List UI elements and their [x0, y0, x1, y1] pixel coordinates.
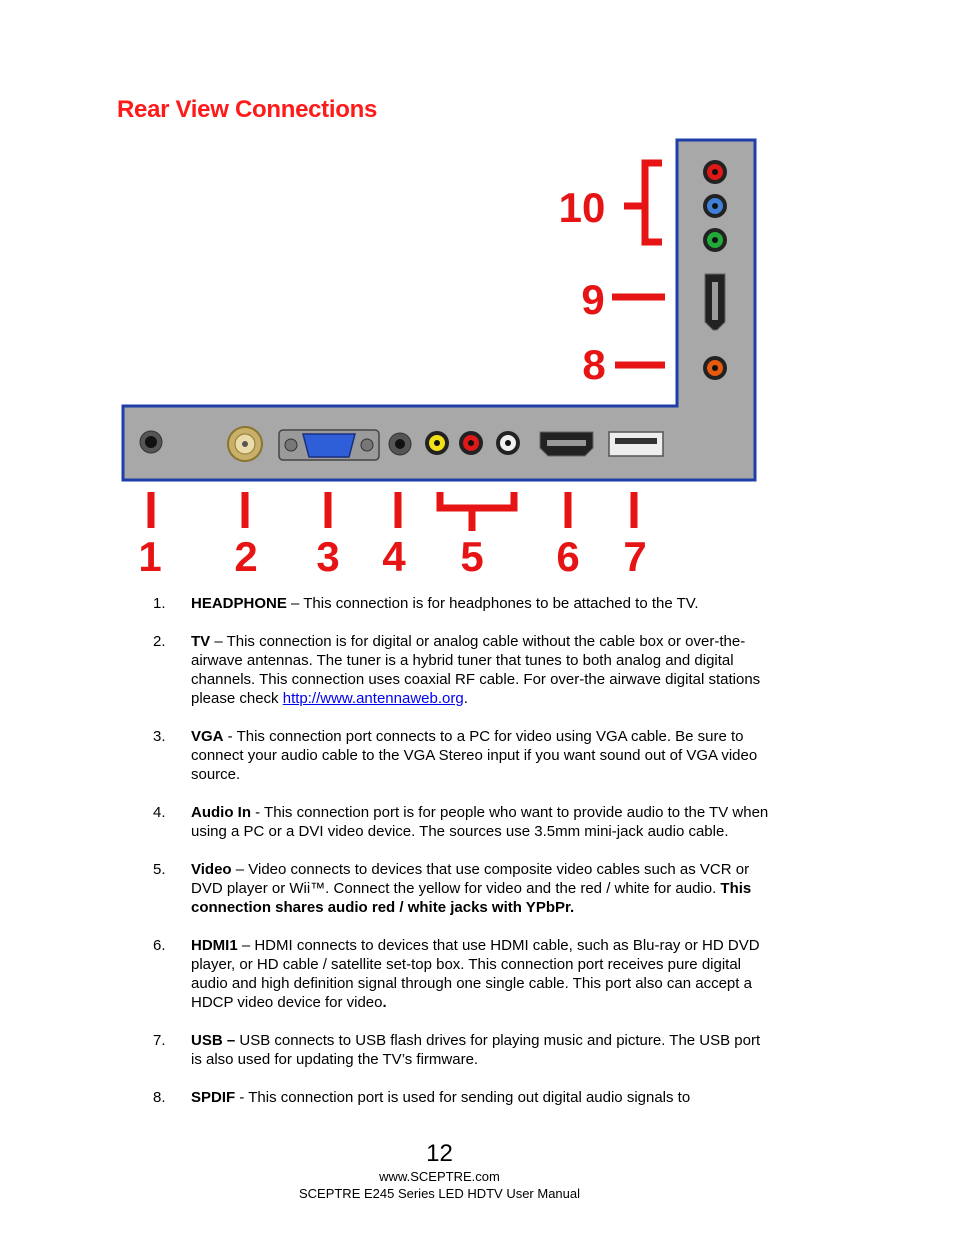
hdmi-port-icon — [540, 432, 593, 456]
callout-number-1: 1 — [138, 533, 162, 580]
audio-in-jack-icon — [389, 433, 411, 455]
rear-panel — [123, 140, 755, 480]
callout-bracket-10 — [624, 163, 662, 242]
page-number: 12 — [426, 1140, 453, 1167]
list-item: 7. USB – USB connects to USB flash drives for playing music and picture. The USB port is also used for updating the TV’s firmware. — [153, 1032, 761, 1068]
spdif-jack-icon — [703, 356, 727, 380]
list-item: 1. HEADPHONE – This connection is for headphones to be attached to the TV. — [153, 595, 699, 612]
callout-number-5: 5 — [460, 533, 484, 580]
list-item: 4. Audio In - This connection port is for people who want to provide audio to the TV when using a PC or a DVI video device. The sources use 3.5mm mini-jack audio cable. — [153, 804, 769, 840]
audio-white-jack-icon — [496, 431, 520, 455]
footer-manual-title: SCEPTRE E245 Series LED HDTV User Manual — [298, 1186, 581, 1201]
side-hdmi-port-icon — [705, 274, 725, 330]
callout-number-10: 10 — [558, 184, 606, 231]
rear-panel-diagram — [117, 134, 767, 584]
list-item: 8. SPDIF - This connection port is used for sending out digital audio signals to — [153, 1089, 691, 1106]
callout-number-7: 7 — [623, 533, 647, 580]
footer-website: www.SCEPTRE.com — [379, 1169, 500, 1184]
callout-bracket-5 — [440, 492, 514, 531]
usb-port-icon — [609, 432, 663, 456]
ypbpr-blue-jack-icon — [703, 194, 727, 218]
composite-video-jack-icon — [425, 431, 449, 455]
callout-number-9: 9 — [581, 276, 605, 323]
callout-number-3: 3 — [316, 533, 340, 580]
callout-number-8: 8 — [582, 341, 606, 388]
coaxial-port-icon — [228, 427, 262, 461]
antennaweb-link[interactable]: http://www.antennaweb.org — [282, 690, 464, 707]
audio-red-jack-icon — [459, 431, 483, 455]
list-item: 2. TV – This connection is for digital or analog cable without the cable box or over-the-airwave antennas. The tuner is a hybrid tuner that tunes to both analog and digital channels. This connection uses coaxial RF cable. For over-the airwave digital stations please check http://www.antennaweb.org. — [153, 633, 761, 707]
page-title: Rear View Connections — [117, 96, 377, 123]
connection-list — [150, 594, 770, 1126]
callout-number-4: 4 — [382, 533, 406, 580]
ypbpr-red-jack-icon — [703, 160, 727, 184]
headphone-jack-icon — [140, 431, 162, 453]
ypbpr-green-jack-icon — [703, 228, 727, 252]
callout-number-2: 2 — [234, 533, 258, 580]
callout-number-6: 6 — [556, 533, 580, 580]
list-item: 3. VGA - This connection port connects to a PC for video using VGA cable. Be sure to connect your audio cable to the VGA Stereo input if you want sound out of VGA video source. — [153, 728, 758, 783]
list-item: 5. Video – Video connects to devices that use composite video cables such as VCR or DVD player or Wii™. Connect the yellow for video and the red / white for audio. This connection shares audio red / white jacks with YPbPr. — [153, 861, 752, 916]
vga-port-icon — [279, 430, 379, 460]
list-item: 6. HDMI1 – HDMI connects to devices that use HDMI cable, such as Blu-ray or HD DVD player, or HD cable / satellite set-top box. This connection port receives pure digital audio and high definition signal through one single cable. This port also can accept a HDCP video device for video. — [153, 937, 760, 1011]
